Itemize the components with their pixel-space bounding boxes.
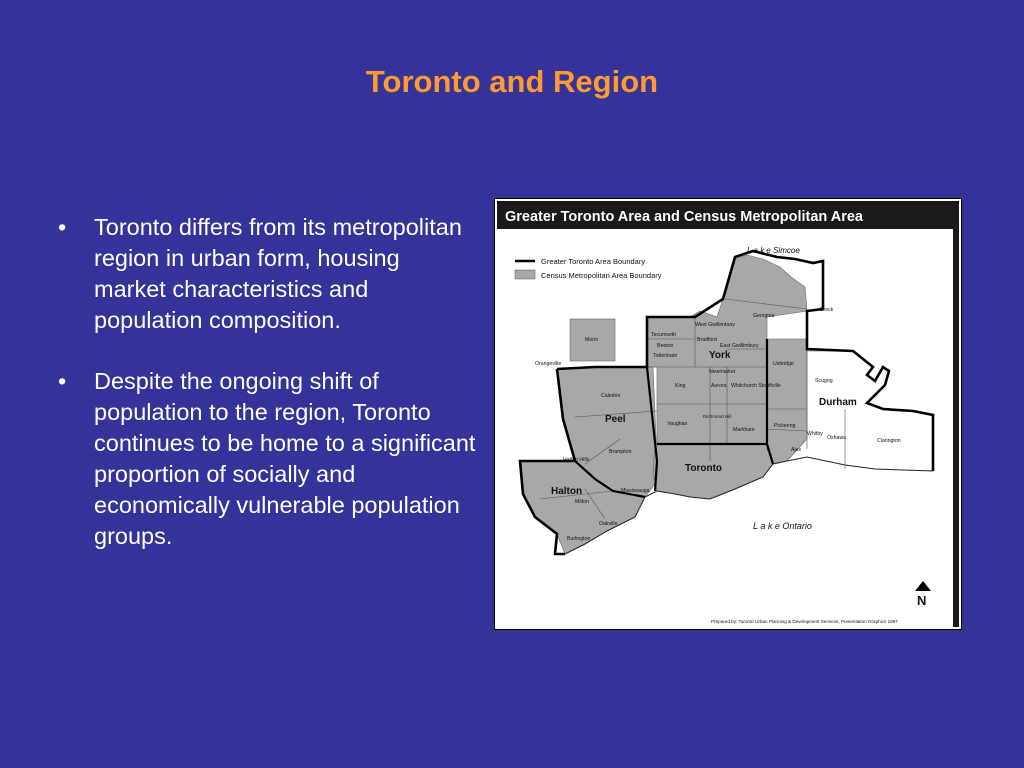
- muni-label: Newmarket: [709, 369, 736, 375]
- bullet-glyph: •: [58, 214, 67, 240]
- map-right-border: [953, 229, 959, 627]
- lake-ontario-label: L a k e Ontario: [753, 521, 812, 531]
- muni-label: Oshawa: [827, 435, 847, 441]
- muni-label: Oakville: [599, 521, 618, 527]
- bullet-list: [56, 212, 476, 582]
- muni-label: Caledon: [601, 393, 621, 399]
- region-label-peel: Peel: [605, 414, 626, 425]
- muni-label: Vaughan: [667, 421, 688, 427]
- slide-title: Toronto and Region: [365, 64, 659, 99]
- muni-label: Milton: [575, 499, 589, 505]
- muni-label: Mississauga: [621, 488, 650, 494]
- region-label-durham: Durham: [819, 397, 857, 408]
- region-label-halton: Halton: [551, 486, 583, 497]
- durham-cma-area: [767, 339, 807, 464]
- muni-label: Clarington: [877, 438, 901, 444]
- north-arrow-icon: [915, 581, 931, 608]
- bullet-glyph: •: [58, 368, 67, 394]
- gta-map: [495, 199, 961, 629]
- muni-label: Uxbridge: [773, 361, 794, 367]
- map-figure: [494, 198, 962, 630]
- muni-label: West Gwillimbury: [695, 322, 735, 328]
- muni-label: Brock: [820, 307, 834, 313]
- muni-label: Richmond Hill: [703, 414, 732, 419]
- region-label-york: York: [709, 350, 731, 361]
- legend-cma-swatch: [515, 270, 535, 279]
- region-label-toronto: Toronto: [685, 463, 723, 474]
- cma-shaded-areas: [520, 255, 807, 554]
- north-arrow-label: N: [917, 593, 927, 608]
- muni-label: Tottenham: [653, 353, 678, 359]
- muni-label: Burlington: [567, 536, 591, 542]
- legend-cma-label: Census Metropolitan Area Boundary: [541, 271, 662, 280]
- muni-label: Pickering: [774, 423, 796, 429]
- muni-label: Orangeville: [535, 361, 562, 367]
- muni-label: Beeton: [657, 343, 674, 349]
- muni-label: Georgina: [753, 313, 775, 319]
- muni-label: Ajax: [791, 447, 802, 453]
- muni-label: Markham: [733, 427, 755, 433]
- muni-label: East Gwillimbury: [720, 343, 759, 349]
- muni-label: Whitchurch Stouffville: [731, 383, 781, 389]
- legend-gta-label: Greater Toronto Area Boundary: [541, 257, 646, 266]
- bullet-text: Despite the ongoing shift of population to the region, Toronto continues to be home to a significant proportion of socially and economically vulnerable population groups.: [94, 368, 476, 549]
- map-title: Greater Toronto Area and Census Metropolitan Area: [505, 209, 863, 225]
- muni-label: King: [675, 383, 686, 389]
- muni-label: Aurora: [711, 383, 727, 389]
- muni-label: Tecumseth: [651, 332, 677, 338]
- muni-label: Whitby: [807, 431, 823, 437]
- muni-label: Scugog: [815, 378, 833, 384]
- bullet-item: [56, 212, 476, 336]
- muni-label: Mono: [585, 337, 598, 343]
- muni-label: Bradford: [697, 337, 717, 343]
- map-credit: Prepared by: Toronto Urban Planning & Development Services, Presentation Graphics 1997: [711, 619, 898, 624]
- bullet-text: Toronto differs from its metropolitan region in urban form, housing market characteristics and population composition.: [94, 214, 462, 333]
- lake-simcoe-label: L a k e Simcoe: [747, 246, 800, 255]
- bullet-item: [56, 366, 476, 552]
- muni-label: Brampton: [609, 449, 632, 455]
- muni-label: Halton Hills: [563, 457, 590, 463]
